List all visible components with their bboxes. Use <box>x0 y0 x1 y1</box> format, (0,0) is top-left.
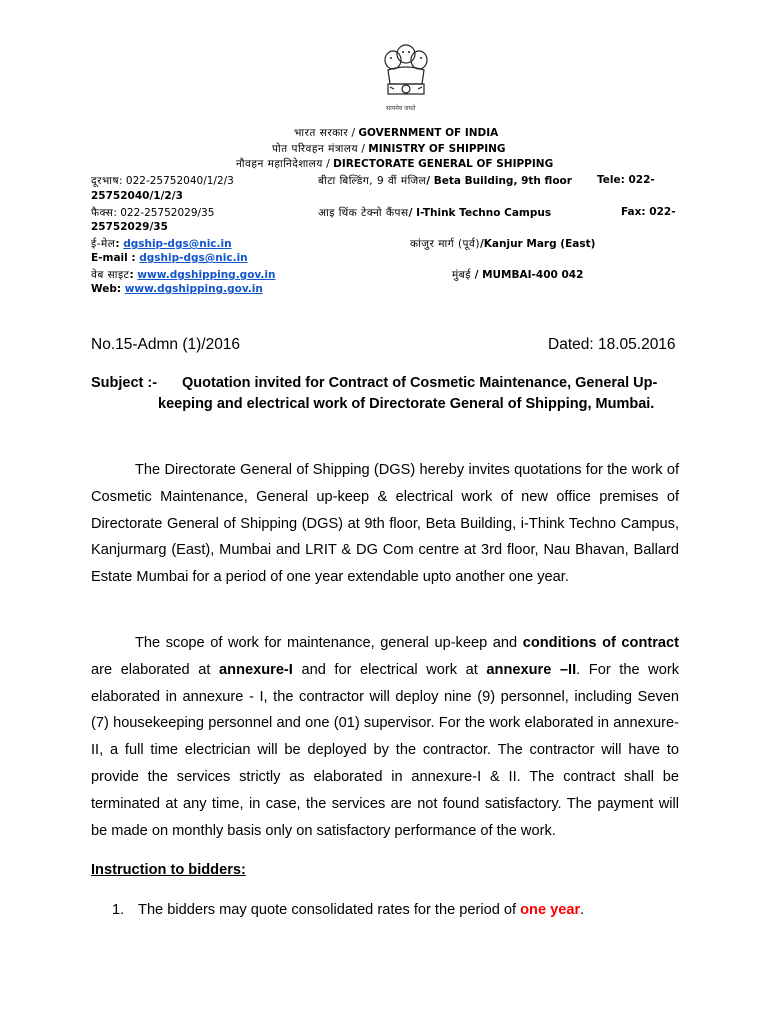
instruction-number: 1. <box>112 902 125 918</box>
email-hindi: ई-मेल: dgship-dgs@nic.in <box>91 238 232 250</box>
paragraph-2: The scope of work for maintenance, general up-keep and conditions of contract are elaborated at annexure-I and for electrical work at annexure –II. For the work elaborated in annexure - I, the contractor will deploy nine (9) personnel, including Seven (7) housekeeping personnel and one (01) supervisor. For the work elaborated in annexure-II, a full time electrician will be deployed by the contractor. The contractor will have to provide the services strictly as elaborated in annexure-I & II. The contract shall be terminated at any time, in case, the services are not found satisfactory. The payment will be made on monthly basis only on satisfactory performance of the work. <box>91 635 680 839</box>
instruction-item: 1. The bidders may quote consolidated rates for the period of one year. <box>112 902 585 918</box>
tele-label: Tele: 022- <box>597 174 655 186</box>
instruction-text: The bidders may quote consolidated rates for the period of <box>138 902 521 918</box>
address-line-2: आइ थिंक टेक्नो कैंपस/ I-Think Techno Campus <box>318 207 552 219</box>
letterhead-government: भारत सरकार / GOVERNMENT OF INDIA <box>294 127 499 139</box>
instructions-heading: Instruction to bidders: <box>91 862 246 878</box>
letterhead-ministry: पोत परिवहन मंत्रालय / MINISTRY OF SHIPPING <box>272 143 506 155</box>
email-link-hindi[interactable]: dgship-dgs@nic.in <box>123 238 232 250</box>
fax-hindi: फैक्स: 022-25752029/35 <box>91 207 215 219</box>
national-emblem-icon <box>376 40 436 112</box>
web-english: Web: www.dgshipping.gov.in <box>91 283 263 295</box>
emblem-caption: सत्यमेव जयते <box>386 105 416 112</box>
subject-label: Subject :- <box>91 375 158 391</box>
address-line-4: मुंबई / MUMBAI-400 042 <box>452 269 584 281</box>
phone-hindi: दूरभाष: 022-25752040/1/2/3 <box>91 175 234 187</box>
email-english: E-mail : dgship-dgs@nic.in <box>91 252 248 264</box>
address-line-3: कांजुर मार्ग (पूर्व)/Kanjur Marg (East) <box>410 238 596 250</box>
instruction-highlight: one year <box>520 902 581 918</box>
paragraph-1: The Directorate General of Shipping (DGS) hereby invites quotations for the work of Cosmetic Maintenance, General up-keep & electrical work of new office premises of Directorate General of Shipping (DGS) at 9th floor, Beta Building, i-Think Techno Campus, Kanjurmarg (East), Mumbai and LRIT & DG Com centre at 3rd floor, Nau Bhavan, Ballard Estate Mumbai for a period of one year extendable upto another one year. <box>91 462 679 586</box>
reference-number: No.15-Admn (1)/2016 <box>91 336 241 353</box>
fax-number: 25752029/35 <box>91 221 168 233</box>
address-line-1: बीटा बिल्डिंग, 9 वीं मंजिल/ Beta Building, 9th floor <box>318 175 572 187</box>
tele-number: 25752040/1/2/3 <box>91 190 183 202</box>
subject-line-2: keeping and electrical work of Directorate General of Shipping, Mumbai. <box>158 396 655 412</box>
web-link[interactable]: www.dgshipping.gov.in <box>124 283 263 295</box>
web-link-hindi[interactable]: www.dgshipping.gov.in <box>137 269 276 281</box>
email-link[interactable]: dgship-dgs@nic.in <box>139 252 248 264</box>
subject-line-1: Quotation invited for Contract of Cosmetic Maintenance, General Up- <box>182 375 658 391</box>
reference-date: Dated: 18.05.2016 <box>548 336 676 353</box>
letterhead-directorate: नौवहन महानिदेशालय / DIRECTORATE GENERAL OF SHIPPING <box>236 158 554 170</box>
fax-label: Fax: 022- <box>621 206 676 218</box>
web-hindi: वेब साइट: www.dgshipping.gov.in <box>91 269 276 281</box>
